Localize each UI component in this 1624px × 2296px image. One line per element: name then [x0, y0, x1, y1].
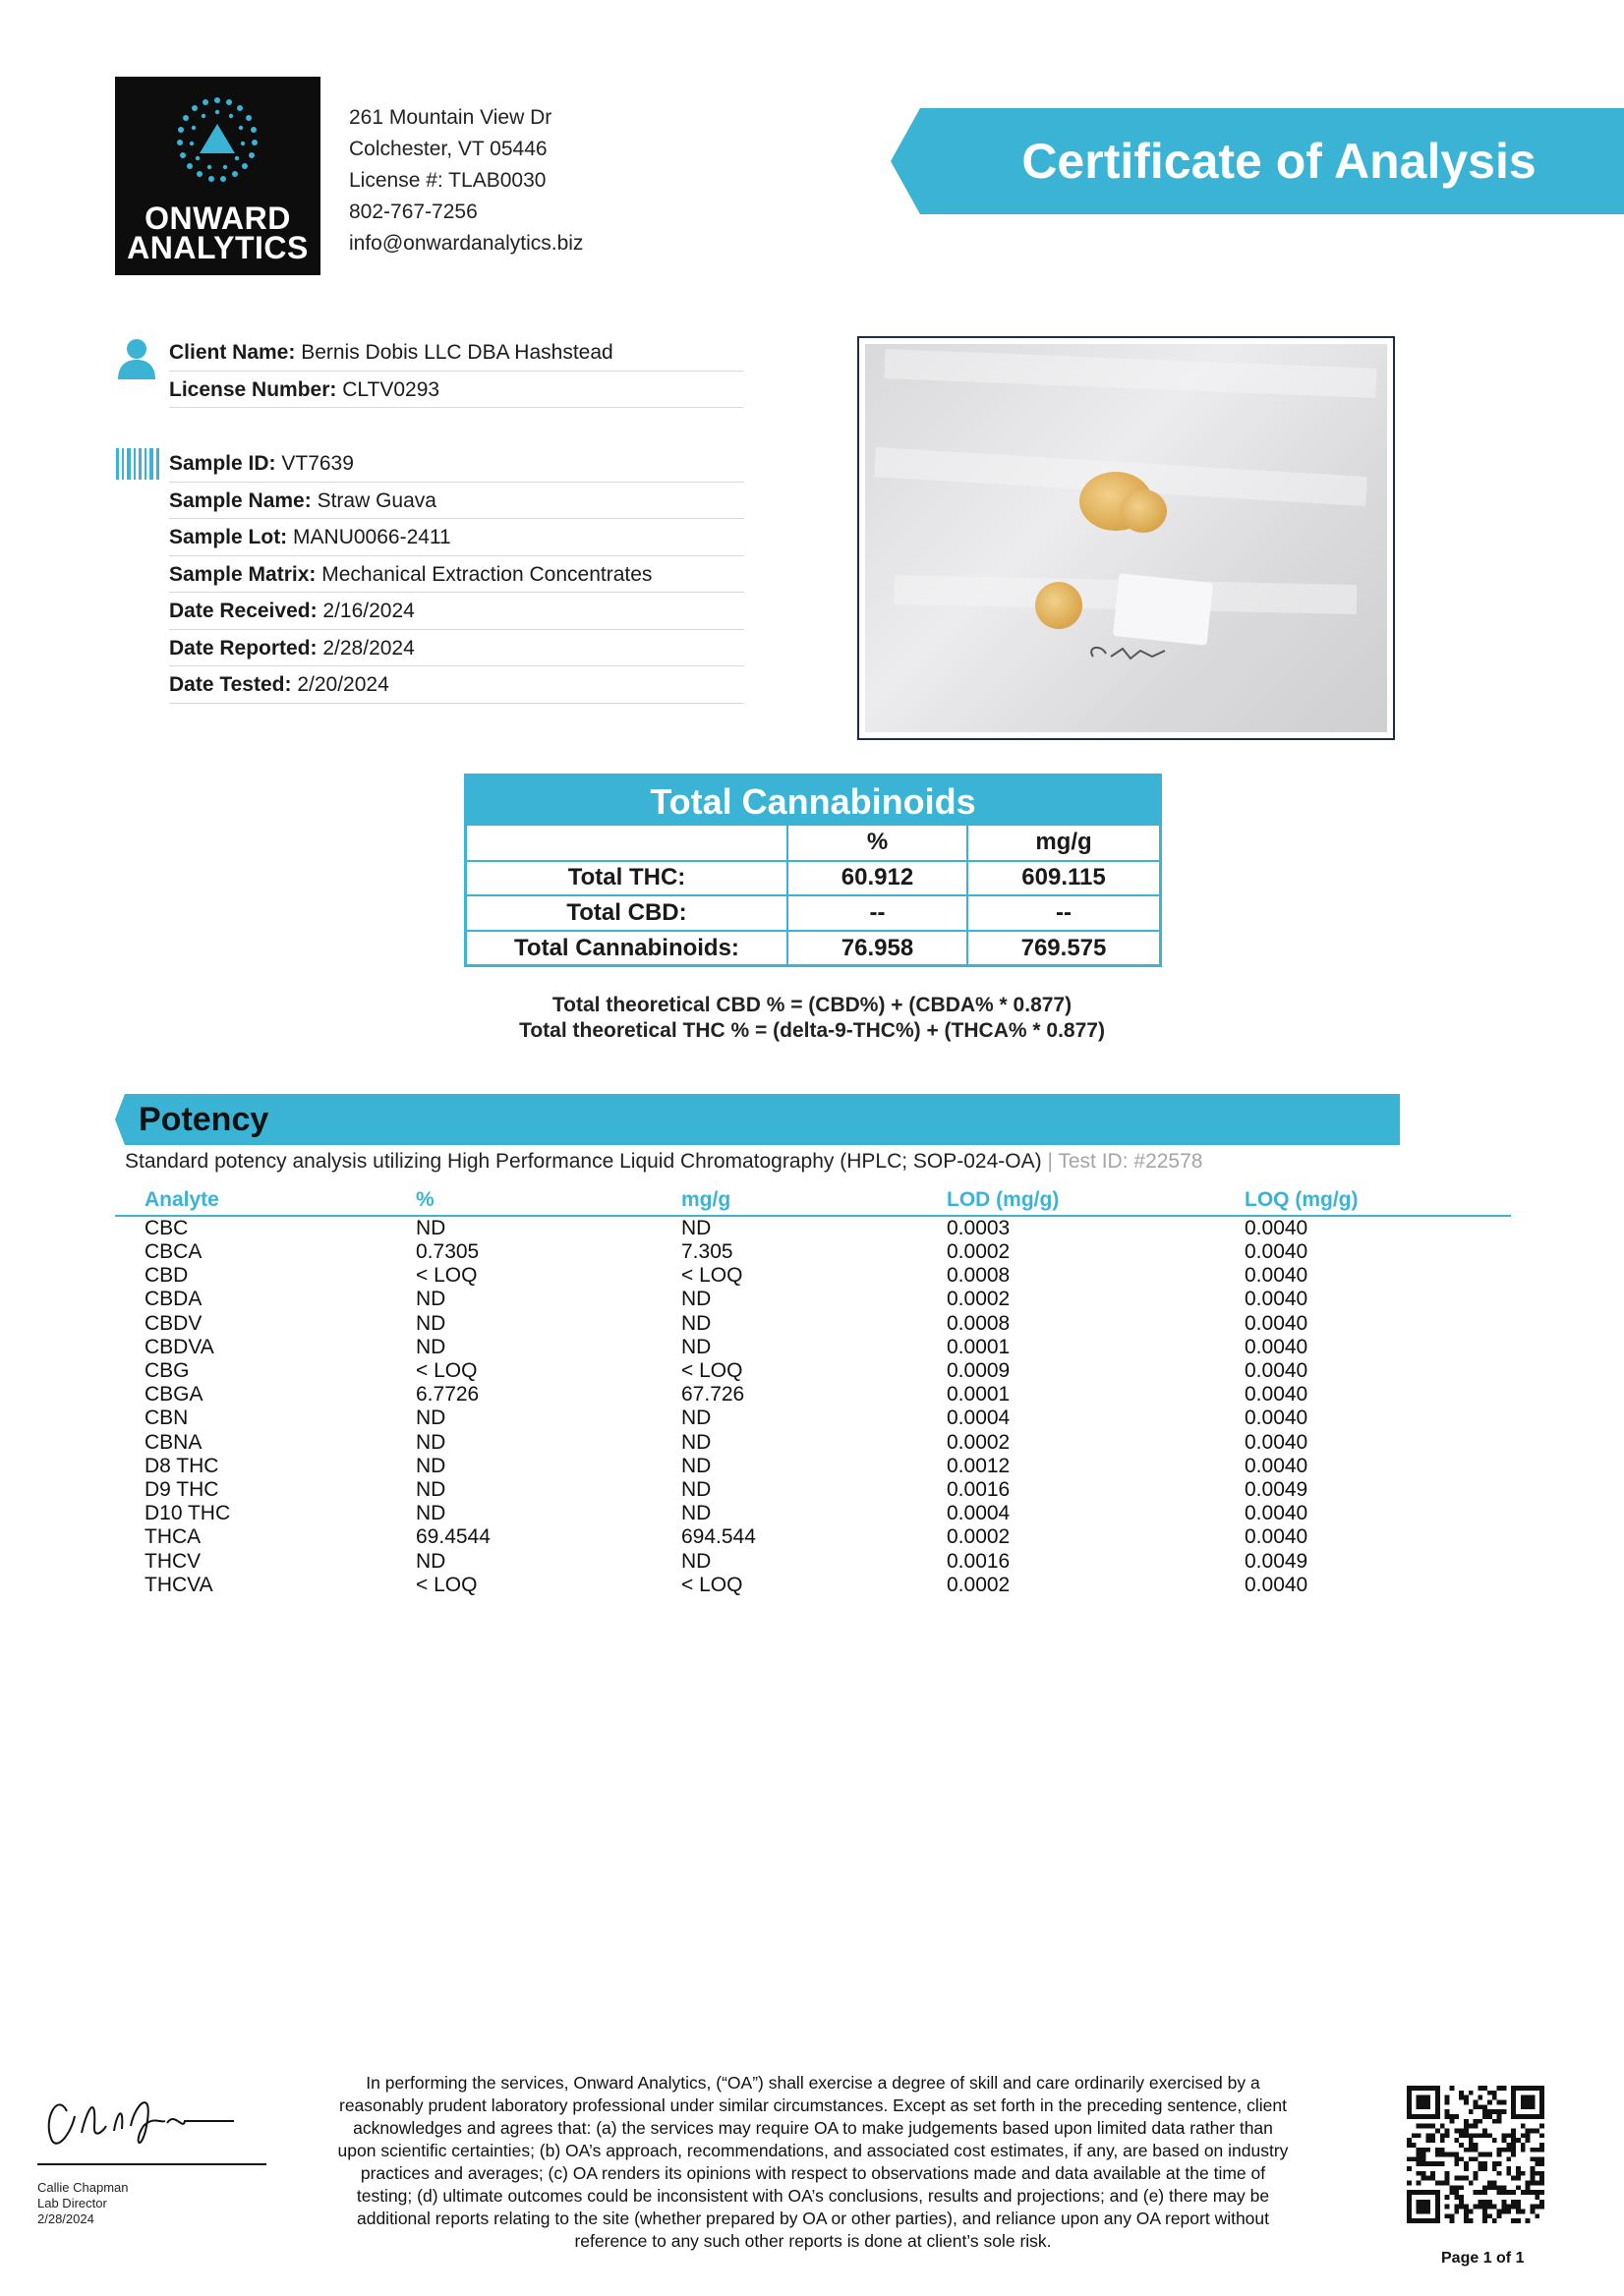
analyte-cell: CBD	[145, 1264, 189, 1288]
client-license-label: License Number:	[169, 377, 337, 401]
potency-description	[125, 1150, 1202, 1174]
mg-cell: ND	[681, 1454, 712, 1477]
disclaimer-line: reference to any such other reports is done at client’s sole risk.	[574, 2231, 1052, 2251]
logo-line-1: ONWARD	[145, 201, 291, 236]
lab-license: License #: TLAB0030	[349, 169, 547, 192]
analyte-cell: THCA	[145, 1525, 202, 1549]
signature-line	[37, 2163, 266, 2165]
loq-cell: 0.0040	[1245, 1573, 1308, 1596]
logo-dots-icon	[166, 92, 269, 196]
sample-name-value: Straw Guava	[311, 488, 436, 512]
total-cannabinoids-panel	[464, 774, 1162, 967]
mg-cell: 7.305	[681, 1240, 733, 1264]
document-title: Certificate of Analysis	[1021, 134, 1537, 189]
signer-block	[37, 2180, 129, 2227]
pct-cell: ND	[416, 1406, 446, 1430]
lab-email: info@onwardanalytics.biz	[349, 232, 584, 255]
table-row	[115, 1549, 1511, 1573]
loq-cell: 0.0040	[1245, 1406, 1308, 1430]
sample-id-row	[169, 445, 744, 483]
lod-cell: 0.0008	[947, 1264, 1011, 1288]
loq-cell: 0.0049	[1245, 1549, 1308, 1573]
pct-cell: ND	[416, 1549, 446, 1573]
lab-address	[349, 102, 583, 259]
disclaimer-line: In performing the services, Onward Analytics, (“OA”) shall exercise a degree of skill and care ordinarily exercised by a	[366, 2073, 1260, 2093]
lod-cell: 0.0002	[947, 1288, 1011, 1311]
table-row	[467, 895, 1159, 931]
analyte-cell: THCVA	[145, 1573, 213, 1596]
table-row	[115, 1574, 1511, 1597]
loq-cell: 0.0040	[1245, 1288, 1308, 1311]
test-id: | Test ID: #22578	[1041, 1150, 1203, 1173]
table-row	[467, 931, 1159, 966]
lod-cell: 0.0001	[947, 1383, 1011, 1406]
disclaimer-line: additional reports relating to the site (whether prepared by OA or other parties), and reliance upon any OA report without	[356, 2209, 1270, 2228]
pct-cell: ND	[416, 1335, 446, 1358]
lod-cell: 0.0003	[947, 1217, 1011, 1239]
signature-image	[37, 2072, 244, 2160]
disclaimer-line: testing; (d) ultimate outcomes could be inconsistent with OA’s conclusions, results and projections; and (e) there may be	[356, 2186, 1270, 2206]
empty-cell	[467, 826, 787, 861]
loq-cell: 0.0040	[1245, 1217, 1308, 1239]
potency-table	[115, 1184, 1511, 1597]
table-row	[115, 1525, 1511, 1549]
mg-cell: < LOQ	[681, 1264, 743, 1288]
row-label: Total Cannabinoids:	[467, 931, 787, 966]
lab-phone: 802-767-7256	[349, 201, 478, 223]
loq-cell: 0.0040	[1245, 1240, 1308, 1264]
col-header-mg: mg/g	[967, 826, 1159, 861]
signer-title: Lab Director	[37, 2196, 107, 2210]
signer-name: Callie Chapman	[37, 2180, 129, 2195]
qr-code[interactable]	[1407, 2086, 1544, 2223]
date-received-label: Date Received:	[169, 600, 318, 622]
mg-cell: ND	[681, 1217, 712, 1239]
table-row	[115, 1264, 1511, 1288]
disclaimer-line: reasonably prudent laboratory professional under similar circumstances. Except as set forth in the preceding sentence, client	[339, 2095, 1287, 2115]
sample-id-label: Sample ID:	[169, 452, 276, 475]
pct-cell: 69.4544	[416, 1525, 491, 1549]
loq-cell: 0.0040	[1245, 1454, 1308, 1477]
sample-name-label: Sample Name:	[169, 488, 312, 512]
pct-cell: 6.7726	[416, 1383, 480, 1406]
analyte-cell: D8 THC	[145, 1454, 219, 1477]
pct-cell: ND	[416, 1477, 446, 1501]
loq-cell: 0.0040	[1245, 1525, 1308, 1549]
mg-cell: ND	[681, 1477, 712, 1501]
table-row	[115, 1216, 1511, 1240]
mg-cell: ND	[681, 1406, 712, 1430]
pct-cell: ND	[416, 1502, 446, 1525]
potency-title: Potency	[139, 1101, 269, 1138]
logo-line-2: ANALYTICS	[127, 230, 309, 265]
analyte-cell: CBDA	[145, 1288, 203, 1311]
potency-banner	[115, 1094, 1400, 1145]
sample-photo-image	[865, 344, 1387, 732]
table-row	[115, 1240, 1511, 1264]
table-row	[115, 1359, 1511, 1383]
row-label: Total CBD:	[467, 895, 787, 931]
disclaimer-line: acknowledges and agrees that: (a) the services may require OA to make judgements based upon limited data rather than	[353, 2118, 1273, 2138]
mg-cell: ND	[681, 1549, 712, 1573]
lod-cell: 0.0008	[947, 1311, 1011, 1335]
table-header-row	[467, 826, 1159, 861]
row-pct: 76.958	[787, 931, 967, 966]
client-name-row	[169, 334, 744, 372]
loq-cell: 0.0040	[1245, 1359, 1308, 1383]
analyte-cell: CBDVA	[145, 1335, 214, 1358]
table-row	[115, 1431, 1511, 1455]
pct-cell: ND	[416, 1430, 446, 1454]
client-license-row	[169, 372, 744, 409]
cbd-formula: Total theoretical CBD % = (CBD%) + (CBDA% * 0.877)	[551, 994, 1073, 1016]
table-row	[115, 1383, 1511, 1406]
pct-cell: ND	[416, 1454, 446, 1477]
analyte-cell: CBN	[145, 1406, 189, 1430]
date-received-value: 2/16/2024	[317, 600, 415, 622]
loq-cell: 0.0040	[1245, 1335, 1308, 1358]
pct-cell: ND	[416, 1288, 446, 1311]
analyte-cell: CBG	[145, 1359, 190, 1383]
col-pct: %	[416, 1184, 681, 1216]
pct-cell: < LOQ	[416, 1573, 478, 1596]
table-row	[467, 861, 1159, 896]
lod-cell: 0.0012	[947, 1454, 1011, 1477]
row-mg: --	[967, 895, 1159, 931]
row-mg: 609.115	[967, 861, 1159, 896]
analyte-cell: CBCA	[145, 1240, 203, 1264]
lod-cell: 0.0002	[947, 1430, 1011, 1454]
mg-cell: 694.544	[681, 1525, 756, 1549]
sample-lot-value: MANU0066-2411	[287, 526, 451, 548]
analyte-cell: D10 THC	[145, 1502, 231, 1525]
lod-cell: 0.0004	[947, 1502, 1011, 1525]
date-received-row	[169, 593, 744, 630]
lod-cell: 0.0009	[947, 1359, 1011, 1383]
mg-cell: < LOQ	[681, 1359, 743, 1383]
disclaimer-line: practices and averages; (c) OA renders its opinions with respect to observations made and data available at the time of	[360, 2163, 1266, 2183]
loq-cell: 0.0040	[1245, 1383, 1308, 1406]
lod-cell: 0.0002	[947, 1525, 1011, 1549]
col-loq: LOQ (mg/g)	[1245, 1184, 1511, 1216]
disclaimer	[295, 2072, 1331, 2253]
analyte-cell: D9 THC	[145, 1477, 219, 1501]
analyte-cell: CBC	[145, 1217, 189, 1239]
col-analyte: Analyte	[115, 1184, 416, 1216]
address-line-2: Colchester, VT 05446	[349, 138, 548, 160]
row-pct: 60.912	[787, 861, 967, 896]
row-label: Total THC:	[467, 861, 787, 896]
pct-cell: < LOQ	[416, 1264, 478, 1288]
mg-cell: ND	[681, 1288, 712, 1311]
sample-matrix-label: Sample Matrix:	[169, 562, 317, 586]
signer-date: 2/28/2024	[37, 2211, 94, 2226]
date-reported-value: 2/28/2024	[317, 636, 415, 660]
loq-cell: 0.0040	[1245, 1430, 1308, 1454]
sample-name-row	[169, 483, 744, 520]
loq-cell: 0.0049	[1245, 1477, 1308, 1501]
potency-banner-shape	[115, 1094, 1400, 1145]
mg-cell: ND	[681, 1335, 712, 1358]
potency-method: Standard potency analysis utilizing High Performance Liquid Chromatography (HPLC; SOP-024-OA)	[125, 1150, 1042, 1173]
date-reported-label: Date Reported:	[169, 636, 318, 660]
col-lod: LOD (mg/g)	[947, 1184, 1245, 1216]
row-pct: --	[787, 895, 967, 931]
date-reported-row	[169, 630, 744, 667]
table-row	[115, 1312, 1511, 1336]
lod-cell: 0.0004	[947, 1406, 1011, 1430]
row-mg: 769.575	[967, 931, 1159, 966]
thc-formula: Total theoretical THC % = (delta-9-THC%) + (THCA% * 0.877)	[519, 1019, 1105, 1042]
sample-lot-label: Sample Lot:	[169, 526, 288, 548]
client-name-value: Bernis Dobis LLC DBA Hashstead	[295, 341, 613, 364]
sample-info	[169, 445, 744, 704]
mg-cell: ND	[681, 1502, 712, 1525]
date-tested-row	[169, 666, 744, 704]
lod-cell: 0.0016	[947, 1477, 1011, 1501]
analyte-cell: CBNA	[145, 1430, 203, 1454]
table-row	[115, 1502, 1511, 1525]
lod-cell: 0.0002	[947, 1573, 1011, 1596]
mg-cell: < LOQ	[681, 1573, 743, 1596]
pct-cell: 0.7305	[416, 1240, 480, 1264]
sample-id-value: VT7639	[275, 452, 354, 475]
pct-cell: ND	[416, 1311, 446, 1335]
col-mg: mg/g	[681, 1184, 947, 1216]
disclaimer-line: upon scientific certainties; (b) OA’s approach, recommendations, and associated cost estimates, if any, are based on industry	[337, 2141, 1289, 2160]
pct-cell: < LOQ	[416, 1359, 478, 1383]
barcode-icon	[116, 448, 159, 480]
mg-cell: ND	[681, 1430, 712, 1454]
client-license-value: CLTV0293	[336, 377, 440, 401]
total-cannabinoids-title: Total Cannabinoids	[467, 776, 1159, 826]
lod-cell: 0.0002	[947, 1240, 1011, 1264]
loq-cell: 0.0040	[1245, 1264, 1308, 1288]
coa-banner	[891, 108, 1624, 214]
col-header-pct: %	[787, 826, 967, 861]
table-row	[115, 1406, 1511, 1430]
sample-lot-row	[169, 519, 744, 556]
date-tested-value: 2/20/2024	[291, 673, 389, 696]
potency-header-row	[115, 1184, 1511, 1216]
lab-logo	[115, 77, 320, 275]
table-row	[115, 1336, 1511, 1359]
loq-cell: 0.0040	[1245, 1311, 1308, 1335]
table-row	[115, 1478, 1511, 1502]
analyte-cell: CBDV	[145, 1311, 203, 1335]
pct-cell: ND	[416, 1217, 446, 1239]
lod-cell: 0.0016	[947, 1549, 1011, 1573]
client-info	[169, 334, 744, 408]
address-line-1: 261 Mountain View Dr	[349, 106, 552, 129]
client-name-label: Client Name:	[169, 341, 296, 364]
analyte-cell: THCV	[145, 1549, 202, 1573]
mg-cell: ND	[681, 1311, 712, 1335]
sample-photo	[857, 336, 1395, 740]
person-icon	[116, 336, 157, 379]
page-number: Page 1 of 1	[1441, 2250, 1525, 2267]
mg-cell: 67.726	[681, 1383, 745, 1406]
sample-matrix-row	[169, 556, 744, 594]
loq-cell: 0.0040	[1245, 1502, 1308, 1525]
date-tested-label: Date Tested:	[169, 673, 292, 696]
total-cannabinoids-table	[467, 826, 1159, 965]
sample-matrix-value: Mechanical Extraction Concentrates	[316, 562, 653, 586]
lod-cell: 0.0001	[947, 1335, 1011, 1358]
analyte-cell: CBGA	[145, 1383, 203, 1406]
table-row	[115, 1288, 1511, 1311]
table-row	[115, 1455, 1511, 1478]
